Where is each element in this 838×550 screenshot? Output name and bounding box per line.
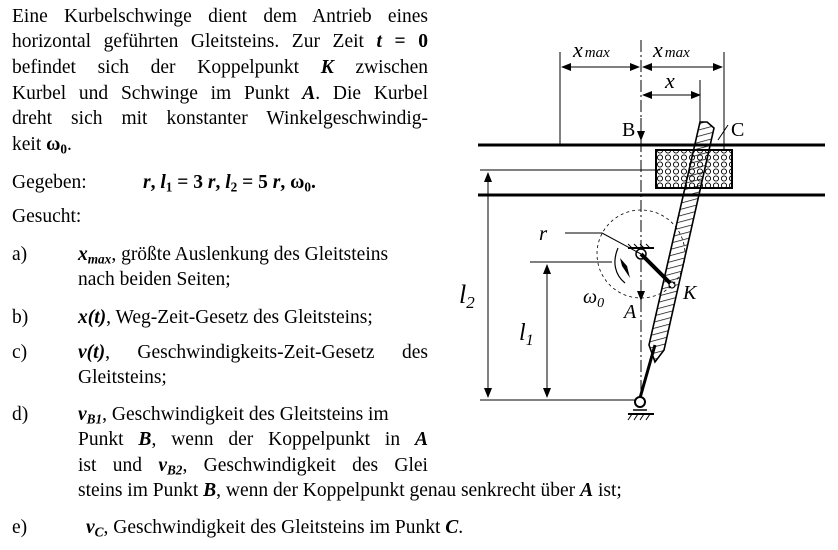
given-label: Gegeben: [12,172,87,193]
item-c-letter: c) [12,342,28,363]
item-a-letter: a) [12,244,28,265]
label-A: A [624,301,637,323]
item-e-letter: e) [12,517,28,538]
intro-line-2: horizontal geführten Gleitsteins. Zur Zeit t = 0 [12,31,428,52]
intro-line-5: dreht sich mit konstanter Winkelgeschwindig- [12,108,428,129]
item-e-line-1: $v_C$, Geschwindigkeit des Gleitsteins im Punkt C. [86,517,464,540]
label-C: C [731,119,745,141]
item-c-line-2: Gleitsteins; [78,367,167,388]
item-d-line-3: ist und $v_{B2}$, Geschwindigkeit des Glei [78,455,428,478]
item-c-line-1: v(t), Geschwindigkeits-Zeit-Gesetz des [78,342,428,363]
l1-dimension [530,262,612,397]
label-r: r [539,221,548,245]
l2-dimension [480,170,660,397]
item-d-line-1: $v_{B1}$, Geschwindigkeit des Gleitsteins im [78,404,389,427]
label-x: x [665,68,675,93]
intro-line-3: befindet sich der Koppelpunkt K zwischen [12,57,428,78]
intro-line-1: Eine Kurbelschwinge dient dem Antrieb eines [12,6,428,27]
item-a-line-1: $x_{max}$, größte Auslenkung des Gleitsteins [78,244,389,267]
label-l1: $l_1$ [519,320,534,349]
label-K: K [683,282,697,304]
item-d-line-2: Punkt B, wenn der Koppelpunkt in A [78,429,428,450]
given-values: r, $l_1 = 3$ r, $l_2 = 5$ r, $\omega_0$. [143,172,316,195]
item-d-line-4: steins im Punkt B, wenn der Koppelpunkt genau senkrecht über A ist; [78,480,622,501]
omega-arrowhead [620,258,630,278]
label-omega0: $\omega_0$ [583,286,605,311]
sought-label: Gesucht: [12,206,82,227]
label-l2: l2 [459,280,475,312]
mechanism-diagram [440,0,838,440]
item-a-line-2: nach beiden Seiten; [78,269,231,290]
label-xmax-left: x max [573,37,610,62]
item-b-line-1: x(t), Weg-Zeit-Gesetz des Gleitsteins; [78,307,373,328]
label-xmax-right: x max [653,37,690,62]
r-leader-2 [602,233,641,254]
label-B: B [622,119,636,141]
intro-line-4: Kurbel und Schwinge im Punkt A. Die Kurbel [12,83,429,104]
point-C-leader [718,125,728,140]
intro-line-6: keit $\omega_0$. [12,134,72,157]
item-b-letter: b) [12,307,29,328]
item-d-letter: d) [12,404,29,425]
